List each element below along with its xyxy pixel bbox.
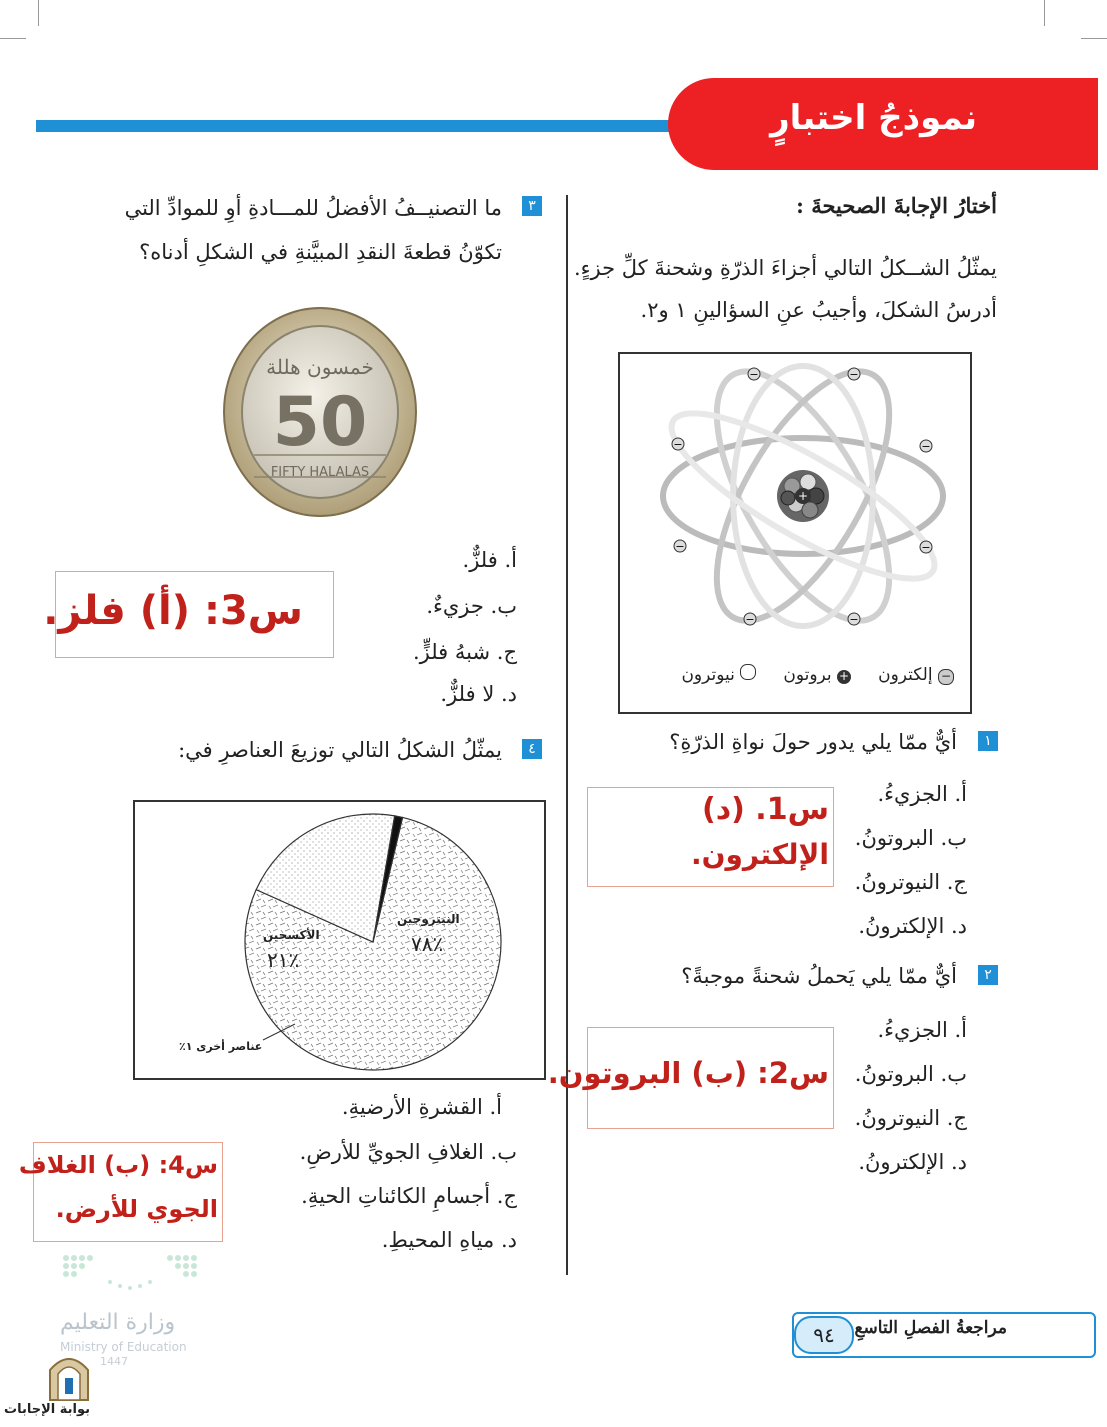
intro-line-2: أدرسُ الشكلَ، وأجيبُ عنِ السؤالينِ ١ و٢. [640, 298, 997, 322]
answer-2-text: س2: (ب) البروتون. [547, 1056, 829, 1090]
pie-chart [133, 800, 546, 1080]
coin-number: 50 [272, 383, 368, 462]
atom-diagram [620, 354, 970, 712]
column-divider [566, 195, 568, 1275]
chapter-review-title: مراجعةُ الفصلِ التاسعِ [854, 1318, 1007, 1338]
electron [848, 368, 860, 381]
svg-text:−: − [849, 368, 859, 381]
q4-option-a[interactable]: أ. القشرةِ الأرضيةِ. [341, 1095, 502, 1119]
nucleus [777, 470, 829, 522]
electron [672, 438, 684, 451]
answer-box-3 [43, 571, 334, 658]
atom-figure [618, 352, 972, 714]
answer-4-line-2: الجوي للأرض. [55, 1195, 218, 1223]
answers-portal-name: بوابة الإجابات [4, 1402, 90, 1417]
svg-text:−: − [675, 540, 685, 553]
q1-option-d[interactable]: د. الإلكترونُ. [858, 914, 967, 938]
question-number-2: ٢ [978, 965, 998, 985]
q4-option-c[interactable]: ج. أجسامِ الكائناتِ الحيةِ. [301, 1184, 517, 1208]
intro-line-1: يمثّلُ الشــكلُ التالي أجزاءَ الذرّةِ وشحنةَ كلِّ جزءٍ. [573, 256, 997, 280]
neutron-legend-icon [740, 664, 756, 680]
q1-option-b[interactable]: ب. البروتونُ. [854, 826, 967, 850]
electron [848, 613, 860, 626]
answer-1-line-1: س1. (د) [702, 792, 829, 827]
header-bar [36, 120, 686, 132]
electron-legend-label: إلكترون [878, 665, 933, 685]
q4-option-b[interactable]: ب. الغلافِ الجويِّ للأرضِ. [299, 1140, 517, 1164]
svg-text:−: − [749, 368, 759, 381]
svg-text:−: − [673, 438, 683, 451]
crop-mark [38, 0, 63, 26]
question-3-line-1: ما التصنيــفُ الأفضلُ للمـــادةِ أوِ للموادِّ التي [124, 196, 502, 220]
q3-option-b[interactable]: ب. جزيءٌ. [426, 594, 517, 618]
electron [920, 541, 932, 554]
question-number-1: ١ [978, 731, 998, 751]
electron [920, 440, 932, 453]
coin-arabic-text: خمسون هللة [266, 355, 374, 379]
svg-text:−: − [921, 440, 931, 453]
svg-text:−: − [849, 613, 859, 626]
q2-option-d[interactable]: د. الإلكترونُ. [858, 1150, 967, 1174]
oxygen-value: ٢١٪ [267, 948, 300, 972]
oxygen-label: الأكسجين [263, 928, 320, 942]
coin-image [222, 305, 418, 520]
crop-mark [1044, 0, 1069, 26]
coin-english-text: FIFTY HALALAS [270, 465, 370, 480]
ministry-logo-icon [60, 1252, 200, 1302]
answer-1-line-2: الإلكترون. [690, 838, 829, 871]
electron [744, 613, 756, 626]
electron [748, 368, 760, 381]
question-4-text: يمثّلُ الشكلُ التالي توزيعَ العناصرِ في: [178, 738, 502, 762]
q2-option-b[interactable]: ب. البروتونُ. [854, 1062, 967, 1086]
q3-option-a[interactable]: أ. فلزٌّ. [462, 548, 517, 572]
question-3-line-2: تكوّنُ قطعةَ النقدِ المبيَّنةِ في الشكلِ أدناه؟ [139, 240, 502, 264]
svg-text:+: + [797, 489, 809, 503]
question-1-text: أيٌّ ممّا يلي يدور حولَ نواةِ الذرّةِ؟ [669, 730, 957, 754]
answer-box-2 [547, 1027, 834, 1129]
pie-chart-svg [135, 802, 544, 1078]
answer-3-text: س3: (أ) فلز. [43, 588, 303, 634]
instruction: أختارُ الإجابةَ الصحيحةَ : [796, 193, 997, 218]
electron-legend-icon: − [938, 669, 954, 685]
svg-text:−: − [745, 613, 755, 626]
neutron-legend-label: نيوترون [681, 665, 735, 685]
proton-legend-label: بروتون [783, 665, 832, 685]
atom-legend [681, 664, 954, 685]
answer-box-4 [18, 1142, 223, 1242]
ministry-name-ar: وزارة التعليم [60, 1310, 176, 1335]
question-number-4: ٤ [522, 739, 542, 759]
electron [674, 540, 686, 553]
q2-option-a[interactable]: أ. الجزيءُ. [877, 1018, 967, 1042]
nitrogen-value: ٧٨٪ [411, 932, 444, 956]
ministry-name-en: Ministry of Education [60, 1340, 187, 1354]
answer-4-line-1: س4: (ب) الغلاف [18, 1151, 218, 1179]
crop-mark [0, 38, 26, 63]
q3-option-d[interactable]: د. لا فلزٌّ. [440, 682, 517, 706]
q1-option-c[interactable]: ج. النيوترونُ. [854, 870, 967, 894]
ministry-year: 1447 [100, 1355, 128, 1368]
q4-option-d[interactable]: د. مياهِ المحيطِ. [381, 1228, 517, 1252]
proton-legend-icon: + [839, 669, 850, 683]
other-elements-label: عناصر أخرى ١٪ [179, 1040, 263, 1053]
q3-option-c[interactable]: ج. شبهُ فلزٍّ. [412, 640, 517, 664]
answer-box-1 [587, 787, 834, 887]
question-2-text: أيٌّ ممّا يلي يَحملُ شحنةً موجبةً؟ [681, 964, 957, 988]
nitrogen-label: النيتروجين [397, 912, 460, 926]
page-number: ٩٤ [794, 1316, 854, 1354]
answers-portal-logo-icon [46, 1352, 92, 1402]
q2-option-c[interactable]: ج. النيوترونُ. [854, 1106, 967, 1130]
page-title: نموذجُ اختبارٍ [770, 98, 977, 138]
question-number-3: ٣ [522, 196, 542, 216]
svg-text:−: − [921, 541, 931, 554]
crop-mark [1081, 38, 1107, 63]
q1-option-a[interactable]: أ. الجزيءُ. [877, 782, 967, 806]
